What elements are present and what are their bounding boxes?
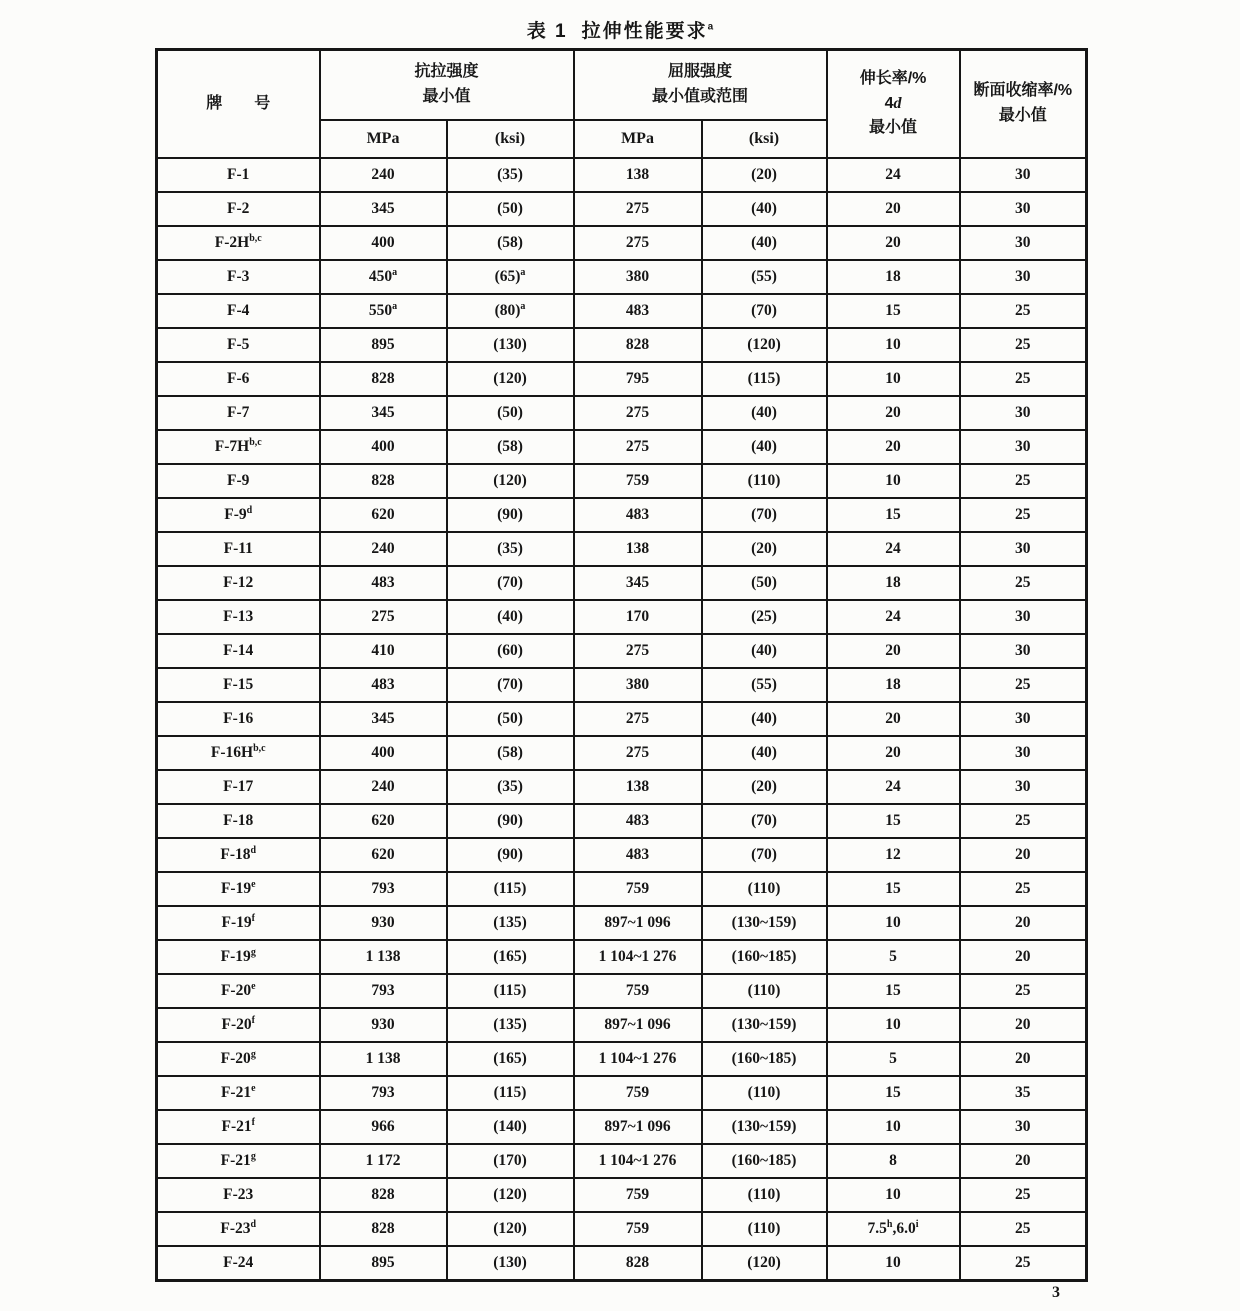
table-row xyxy=(157,1042,1087,1076)
elongation-cell: 7.5$^h$,6.0$^i$ xyxy=(827,1212,960,1246)
yield-ksi-cell: (55) xyxy=(702,668,827,702)
tensile-ksi-cell: (90) xyxy=(447,838,574,872)
table-row xyxy=(157,430,1087,464)
reduction-of-area-cell: 20 xyxy=(960,1008,1087,1042)
tensile-ksi-cell: (115) xyxy=(447,1076,574,1110)
grade-cell: F-12 xyxy=(157,566,320,600)
tensile-strength-min-label: 最小值 xyxy=(422,88,471,105)
tensile-ksi-cell: (70) xyxy=(447,566,574,600)
reduction-of-area-cell: 35 xyxy=(960,1076,1087,1110)
table-row xyxy=(157,1144,1087,1178)
elongation-cell: 24 xyxy=(827,532,960,566)
table-row xyxy=(157,294,1087,328)
tensile-mpa-cell: 450$^a$ xyxy=(320,260,447,294)
elongation-cell: 20 xyxy=(827,396,960,430)
yield-mpa-cell: 759 xyxy=(574,974,702,1008)
yield-mpa-cell: 275 xyxy=(574,634,702,668)
elongation-cell: 5 xyxy=(827,1042,960,1076)
yield-mpa-cell: 275 xyxy=(574,192,702,226)
yield-ksi-cell: (25) xyxy=(702,600,827,634)
yield-ksi-cell: (40) xyxy=(702,396,827,430)
elongation-cell: 10 xyxy=(827,1246,960,1281)
yield-ksi-cell: (40) xyxy=(702,634,827,668)
grade-cell: F-7 xyxy=(157,396,320,430)
table-row xyxy=(157,872,1087,906)
yield-mpa-cell: 897~1 096 xyxy=(574,1008,702,1042)
table-row xyxy=(157,1246,1087,1281)
yield-ksi-cell: (70) xyxy=(702,838,827,872)
tensile-ksi-cell: (135) xyxy=(447,1008,574,1042)
table-row xyxy=(157,1178,1087,1212)
table-row xyxy=(157,974,1087,1008)
grade-column-header xyxy=(157,50,320,159)
grade-cell: F-23$^d$ xyxy=(157,1212,320,1246)
yield-strength-label: 屈服强度 xyxy=(668,63,733,81)
yield-mpa-cell: 828 xyxy=(574,1246,702,1281)
tensile-mpa-cell: 930 xyxy=(320,1008,447,1042)
elongation-cell: 10 xyxy=(827,1008,960,1042)
yield-mpa-cell: 759 xyxy=(574,464,702,498)
tensile-mpa-cell: 275 xyxy=(320,600,447,634)
tensile-ksi-cell: (40) xyxy=(447,600,574,634)
table-row xyxy=(157,260,1087,294)
tensile-ksi-cell: (120) xyxy=(447,464,574,498)
yield-mpa-cell: 138 xyxy=(574,770,702,804)
elongation-header xyxy=(827,50,960,159)
yield-strength-range-label: 最小值或范围 xyxy=(652,88,749,105)
table-row xyxy=(157,1008,1087,1042)
grade-cell: F-19$^g$ xyxy=(157,940,320,974)
elongation-cell: 20 xyxy=(827,736,960,770)
reduction-of-area-cell: 25 xyxy=(960,974,1087,1008)
tensile-mpa-cell: 345 xyxy=(320,702,447,736)
reduction-of-area-cell: 25 xyxy=(960,294,1087,328)
grade-cell: $F-2H^{b,c}$ xyxy=(157,226,320,260)
yield-ksi-cell: (20) xyxy=(702,158,827,192)
reduction-of-area-cell: 30 xyxy=(960,600,1087,634)
elongation-cell: 15 xyxy=(827,294,960,328)
grade-cell: F-19e xyxy=(157,872,320,906)
reduction-of-area-cell: 25 xyxy=(960,328,1087,362)
yield-ksi-cell: (160~185) xyxy=(702,1144,827,1178)
table-row xyxy=(157,1076,1087,1110)
tensile-mpa-cell: 828 xyxy=(320,362,447,396)
page-number: 3 xyxy=(1052,1284,1060,1301)
elongation-cell: 20 xyxy=(827,430,960,464)
tensile-requirements-table xyxy=(155,48,1088,1282)
grade-cell: F-20$^f$ xyxy=(157,1008,320,1042)
grade-cell: F-14 xyxy=(157,634,320,668)
reduction-of-area-cell: 25 xyxy=(960,668,1087,702)
elongation-cell: 24 xyxy=(827,770,960,804)
reduction-of-area-cell: 30 xyxy=(960,260,1087,294)
yield-ksi-cell: (120) xyxy=(702,1246,827,1281)
tensile-mpa-cell: 828 xyxy=(320,1212,447,1246)
yield-ksi-cell: (20) xyxy=(702,770,827,804)
yield-ksi-cell: (40) xyxy=(702,702,827,736)
grade-cell: F-11 xyxy=(157,532,320,566)
tensile-mpa-cell: 240 xyxy=(320,158,447,192)
unit-header-mpa-tensile: MPa xyxy=(320,120,447,158)
yield-mpa-cell: 759 xyxy=(574,1212,702,1246)
yield-mpa-cell: 275 xyxy=(574,396,702,430)
yield-mpa-cell: 138 xyxy=(574,532,702,566)
table-row xyxy=(157,736,1087,770)
yield-ksi-cell: (20) xyxy=(702,532,827,566)
reduction-of-area-cell: 30 xyxy=(960,396,1087,430)
tensile-ksi-cell: (90) xyxy=(447,804,574,838)
yield-mpa-cell: 795 xyxy=(574,362,702,396)
yield-mpa-cell: 138 xyxy=(574,158,702,192)
yield-ksi-cell: (130~159) xyxy=(702,1110,827,1144)
grade-column-header-label: 牌 号 xyxy=(206,94,271,112)
grade-cell: F-24 xyxy=(157,1246,320,1281)
reduction-of-area-cell: 30 xyxy=(960,430,1087,464)
grade-cell: F-20e xyxy=(157,974,320,1008)
tensile-mpa-cell: 483 xyxy=(320,668,447,702)
yield-mpa-cell: 345 xyxy=(574,566,702,600)
table-row xyxy=(157,328,1087,362)
grade-cell: F-5 xyxy=(157,328,320,362)
tensile-ksi-cell: (135) xyxy=(447,906,574,940)
tensile-ksi-cell: (115) xyxy=(447,974,574,1008)
table-row xyxy=(157,634,1087,668)
yield-mpa-cell: 897~1 096 xyxy=(574,906,702,940)
tensile-strength-label: 抗拉强度 xyxy=(414,63,479,81)
tensile-mpa-cell: 1 138 xyxy=(320,1042,447,1076)
yield-ksi-cell: (110) xyxy=(702,464,827,498)
tensile-ksi-cell: (165) xyxy=(447,1042,574,1076)
yield-mpa-cell: 380 xyxy=(574,668,702,702)
yield-mpa-cell: 275 xyxy=(574,430,702,464)
reduction-of-area-cell: 30 xyxy=(960,226,1087,260)
yield-mpa-cell: 759 xyxy=(574,872,702,906)
elongation-cell: 20 xyxy=(827,634,960,668)
elongation-cell: 12 xyxy=(827,838,960,872)
reduction-of-area-header xyxy=(960,50,1087,159)
tensile-mpa-cell: 620 xyxy=(320,838,447,872)
grade-cell: F-1 xyxy=(157,158,320,192)
table-row xyxy=(157,668,1087,702)
table-title-text: 拉伸性能要求 xyxy=(581,21,708,42)
elongation-min-label: 最小值 xyxy=(869,119,918,137)
tensile-strength-header xyxy=(320,50,574,121)
yield-ksi-cell: (40) xyxy=(702,226,827,260)
elongation-cell: 18 xyxy=(827,668,960,702)
yield-ksi-cell: (40) xyxy=(702,430,827,464)
table-row xyxy=(157,566,1087,600)
tensile-mpa-cell: 483 xyxy=(320,566,447,600)
yield-ksi-cell: (110) xyxy=(702,1178,827,1212)
yield-ksi-cell: (110) xyxy=(702,1076,827,1110)
reduction-of-area-cell: 30 xyxy=(960,158,1087,192)
tensile-ksi-cell: (35) xyxy=(447,158,574,192)
tensile-ksi-cell: (50) xyxy=(447,192,574,226)
tensile-mpa-cell: 550$^a$ xyxy=(320,294,447,328)
yield-ksi-cell: (115) xyxy=(702,362,827,396)
reduction-of-area-cell: 20 xyxy=(960,838,1087,872)
grade-cell: F-18$^d$ xyxy=(157,838,320,872)
yield-ksi-cell: (40) xyxy=(702,736,827,770)
tensile-ksi-cell: (58) xyxy=(447,736,574,770)
tensile-mpa-cell: 1 138 xyxy=(320,940,447,974)
tensile-ksi-cell: (120) xyxy=(447,1212,574,1246)
reduction-of-area-cell: 30 xyxy=(960,1110,1087,1144)
grade-cell: F-15 xyxy=(157,668,320,702)
elongation-label: 伸长率/% xyxy=(859,69,927,87)
yield-mpa-cell: 275 xyxy=(574,702,702,736)
grade-cell: F-4 xyxy=(157,294,320,328)
reduction-of-area-min-label: 最小值 xyxy=(998,107,1047,124)
tensile-mpa-cell: 828 xyxy=(320,1178,447,1212)
table-body xyxy=(157,158,1087,1281)
tensile-mpa-cell: 793 xyxy=(320,872,447,906)
tensile-mpa-cell: 345 xyxy=(320,396,447,430)
tensile-ksi-cell: (170) xyxy=(447,1144,574,1178)
tensile-mpa-cell: 240 xyxy=(320,532,447,566)
tensile-mpa-cell: 410 xyxy=(320,634,447,668)
yield-mpa-cell: 483 xyxy=(574,498,702,532)
grade-cell: F-13 xyxy=(157,600,320,634)
table-row xyxy=(157,498,1087,532)
elongation-cell: 20 xyxy=(827,192,960,226)
table-row xyxy=(157,600,1087,634)
elongation-cell: 10 xyxy=(827,362,960,396)
tensile-ksi-cell: (50) xyxy=(447,702,574,736)
elongation-cell: 15 xyxy=(827,804,960,838)
reduction-of-area-cell: 30 xyxy=(960,532,1087,566)
grade-cell: F-21e xyxy=(157,1076,320,1110)
unit-header-ksi-tensile: (ksi) xyxy=(447,120,574,158)
grade-cell: F-9 xyxy=(157,464,320,498)
table-row xyxy=(157,464,1087,498)
table-row xyxy=(157,702,1087,736)
unit-header-mpa-yield: MPa xyxy=(574,120,702,158)
tensile-mpa-cell: 400 xyxy=(320,736,447,770)
table-row xyxy=(157,804,1087,838)
grade-cell: F-19$^f$ xyxy=(157,906,320,940)
tensile-ksi-cell: (58) xyxy=(447,430,574,464)
table-row xyxy=(157,770,1087,804)
tensile-ksi-cell: (90) xyxy=(447,498,574,532)
tensile-mpa-cell: 620 xyxy=(320,804,447,838)
table-row xyxy=(157,838,1087,872)
tensile-ksi-cell: (130) xyxy=(447,1246,574,1281)
grade-cell: F-23 xyxy=(157,1178,320,1212)
yield-mpa-cell: 1 104~1 276 xyxy=(574,940,702,974)
yield-mpa-cell: 170 xyxy=(574,600,702,634)
elongation-cell: 24 xyxy=(827,158,960,192)
yield-ksi-cell: (70) xyxy=(702,804,827,838)
tensile-ksi-cell: (115) xyxy=(447,872,574,906)
yield-mpa-cell: 483 xyxy=(574,838,702,872)
page-title xyxy=(155,16,1085,43)
table-title-footnote-mark: a xyxy=(707,21,714,33)
reduction-of-area-cell: 25 xyxy=(960,1212,1087,1246)
elongation-cell: 5 xyxy=(827,940,960,974)
yield-strength-header xyxy=(574,50,827,121)
yield-ksi-cell: (50) xyxy=(702,566,827,600)
tensile-ksi-cell: (35) xyxy=(447,770,574,804)
tensile-mpa-cell: 1 172 xyxy=(320,1144,447,1178)
reduction-of-area-cell: 30 xyxy=(960,770,1087,804)
reduction-of-area-cell: 20 xyxy=(960,1042,1087,1076)
tensile-mpa-cell: 895 xyxy=(320,1246,447,1281)
elongation-cell: 10 xyxy=(827,1110,960,1144)
elongation-cell: 15 xyxy=(827,872,960,906)
tensile-ksi-cell: (120) xyxy=(447,362,574,396)
yield-ksi-cell: (55) xyxy=(702,260,827,294)
tensile-mpa-cell: 400 xyxy=(320,430,447,464)
tensile-ksi-cell: (35) xyxy=(447,532,574,566)
tensile-mpa-cell: 966 xyxy=(320,1110,447,1144)
yield-mpa-cell: 483 xyxy=(574,804,702,838)
reduction-of-area-label: 断面收缩率/% xyxy=(973,82,1073,100)
tensile-mpa-cell: 828 xyxy=(320,464,447,498)
reduction-of-area-cell: 25 xyxy=(960,498,1087,532)
elongation-cell: 10 xyxy=(827,906,960,940)
tensile-ksi-cell: $(80)^a$ xyxy=(447,294,574,328)
reduction-of-area-cell: 30 xyxy=(960,634,1087,668)
elongation-cell: 20 xyxy=(827,702,960,736)
reduction-of-area-cell: 25 xyxy=(960,804,1087,838)
elongation-cell: 18 xyxy=(827,260,960,294)
yield-mpa-cell: 1 104~1 276 xyxy=(574,1144,702,1178)
table-number: 表 1 xyxy=(526,21,568,42)
unit-header-ksi-yield: (ksi) xyxy=(702,120,827,158)
elongation-cell: 10 xyxy=(827,1178,960,1212)
tensile-mpa-cell: 400 xyxy=(320,226,447,260)
tensile-mpa-cell: 793 xyxy=(320,974,447,1008)
grade-cell: F-2 xyxy=(157,192,320,226)
gauge-length-label: 4d xyxy=(884,94,902,112)
table-row xyxy=(157,1110,1087,1144)
yield-mpa-cell: 828 xyxy=(574,328,702,362)
tensile-mpa-cell: 345 xyxy=(320,192,447,226)
elongation-cell: 15 xyxy=(827,974,960,1008)
grade-cell: F-3 xyxy=(157,260,320,294)
yield-mpa-cell: 1 104~1 276 xyxy=(574,1042,702,1076)
tensile-mpa-cell: 793 xyxy=(320,1076,447,1110)
reduction-of-area-cell: 25 xyxy=(960,566,1087,600)
yield-mpa-cell: 275 xyxy=(574,226,702,260)
reduction-of-area-cell: 30 xyxy=(960,736,1087,770)
yield-ksi-cell: (120) xyxy=(702,328,827,362)
tensile-ksi-cell: (140) xyxy=(447,1110,574,1144)
reduction-of-area-cell: 20 xyxy=(960,1144,1087,1178)
yield-ksi-cell: (40) xyxy=(702,192,827,226)
tensile-mpa-cell: 930 xyxy=(320,906,447,940)
yield-ksi-cell: (160~185) xyxy=(702,1042,827,1076)
yield-mpa-cell: 380 xyxy=(574,260,702,294)
yield-mpa-cell: 759 xyxy=(574,1178,702,1212)
yield-mpa-cell: 897~1 096 xyxy=(574,1110,702,1144)
table-row xyxy=(157,940,1087,974)
yield-ksi-cell: (70) xyxy=(702,294,827,328)
elongation-cell: 10 xyxy=(827,328,960,362)
tensile-mpa-cell: 895 xyxy=(320,328,447,362)
yield-ksi-cell: (130~159) xyxy=(702,906,827,940)
tensile-ksi-cell: $(65)^a$ xyxy=(447,260,574,294)
reduction-of-area-cell: 25 xyxy=(960,464,1087,498)
tensile-ksi-cell: (50) xyxy=(447,396,574,430)
tensile-ksi-cell: (58) xyxy=(447,226,574,260)
table-row xyxy=(157,362,1087,396)
reduction-of-area-cell: 25 xyxy=(960,1178,1087,1212)
tensile-mpa-cell: 620 xyxy=(320,498,447,532)
table-row xyxy=(157,532,1087,566)
table-row xyxy=(157,906,1087,940)
elongation-cell: 15 xyxy=(827,1076,960,1110)
reduction-of-area-cell: 20 xyxy=(960,940,1087,974)
grade-cell: F-21$^f$ xyxy=(157,1110,320,1144)
elongation-cell: 10 xyxy=(827,464,960,498)
reduction-of-area-cell: 20 xyxy=(960,906,1087,940)
yield-ksi-cell: (110) xyxy=(702,1212,827,1246)
grade-cell: F-6 xyxy=(157,362,320,396)
table-row xyxy=(157,192,1087,226)
grade-cell: F-18 xyxy=(157,804,320,838)
grade-cell: $F-7H^{b,c}$ xyxy=(157,430,320,464)
tensile-ksi-cell: (130) xyxy=(447,328,574,362)
elongation-cell: 20 xyxy=(827,226,960,260)
yield-ksi-cell: (110) xyxy=(702,872,827,906)
table-row xyxy=(157,396,1087,430)
elongation-cell: 24 xyxy=(827,600,960,634)
grade-cell: F-20$^g$ xyxy=(157,1042,320,1076)
yield-ksi-cell: (110) xyxy=(702,974,827,1008)
tensile-ksi-cell: (120) xyxy=(447,1178,574,1212)
yield-ksi-cell: (160~185) xyxy=(702,940,827,974)
elongation-cell: 8 xyxy=(827,1144,960,1178)
table-row xyxy=(157,1212,1087,1246)
yield-mpa-cell: 275 xyxy=(574,736,702,770)
reduction-of-area-cell: 25 xyxy=(960,362,1087,396)
table-row xyxy=(157,226,1087,260)
tensile-mpa-cell: 240 xyxy=(320,770,447,804)
tensile-ksi-cell: (70) xyxy=(447,668,574,702)
tensile-ksi-cell: (60) xyxy=(447,634,574,668)
grade-cell: F-9$^d$ xyxy=(157,498,320,532)
yield-ksi-cell: (130~159) xyxy=(702,1008,827,1042)
yield-mpa-cell: 483 xyxy=(574,294,702,328)
reduction-of-area-cell: 25 xyxy=(960,872,1087,906)
tensile-ksi-cell: (165) xyxy=(447,940,574,974)
reduction-of-area-cell: 25 xyxy=(960,1246,1087,1281)
reduction-of-area-cell: 30 xyxy=(960,192,1087,226)
yield-mpa-cell: 759 xyxy=(574,1076,702,1110)
yield-ksi-cell: (70) xyxy=(702,498,827,532)
reduction-of-area-cell: 30 xyxy=(960,702,1087,736)
grade-cell: F-17 xyxy=(157,770,320,804)
elongation-cell: 15 xyxy=(827,498,960,532)
table-row xyxy=(157,158,1087,192)
grade-cell: F-16 xyxy=(157,702,320,736)
grade-cell: F-21$^g$ xyxy=(157,1144,320,1178)
elongation-cell: 18 xyxy=(827,566,960,600)
grade-cell: $F-16H^{b,c}$ xyxy=(157,736,320,770)
